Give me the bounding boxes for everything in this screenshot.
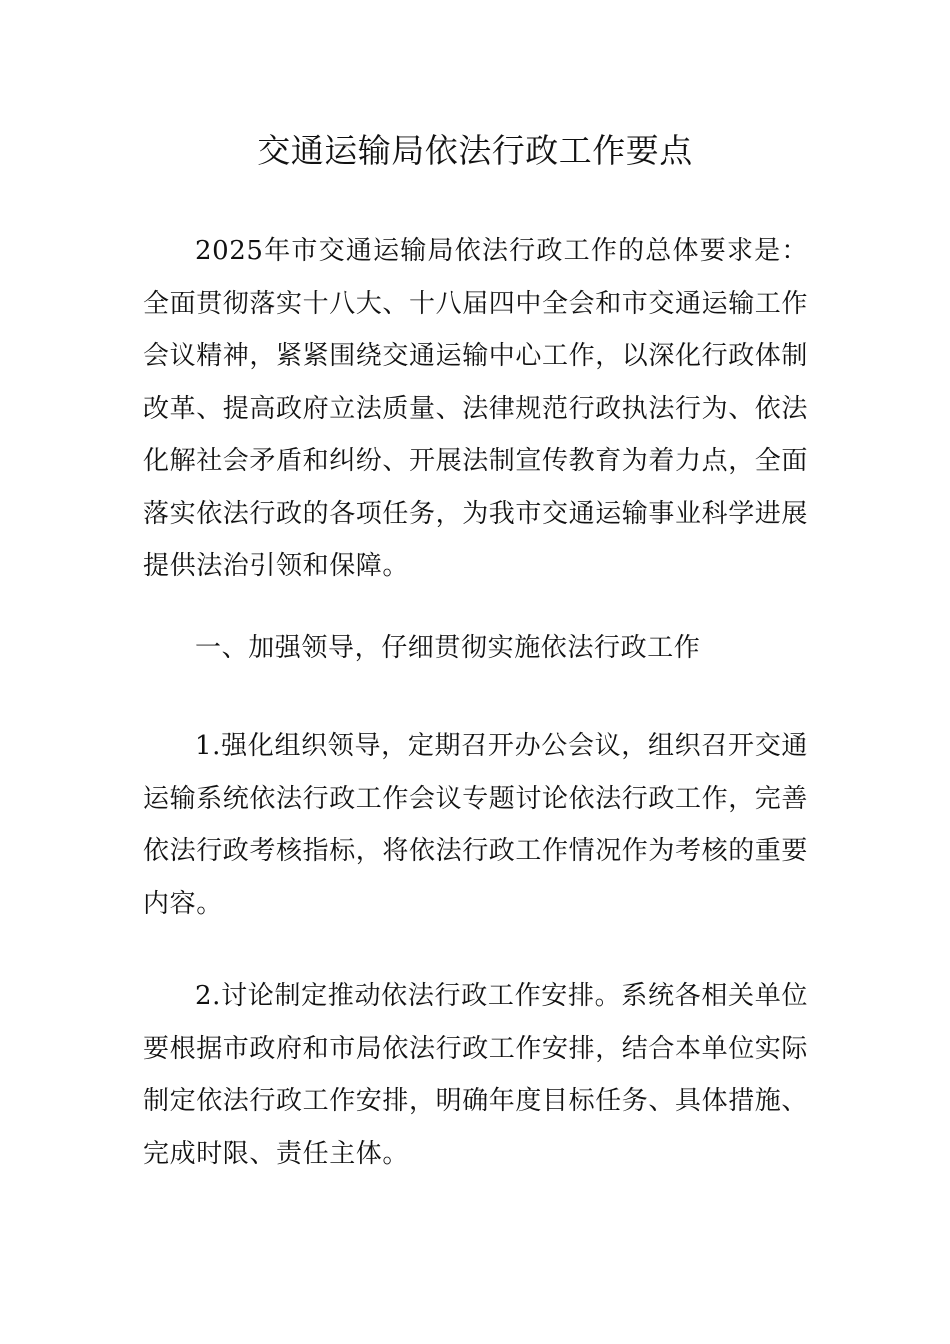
section-heading: 一、加强领导，仔细贯彻实施依法行政工作 xyxy=(195,633,701,663)
document-title: 交通运输局依法行政工作要点 xyxy=(257,131,693,170)
list-item: 2.讨论制定推动依法行政工作安排。系统各相关单位要根据市政府和市局依法行政工作安排，结合本单位实际制定依法行政工作安排，明确年度目标任务、具体措施、完成时限、责任主体。 xyxy=(143,981,809,1169)
intro-paragraph: 2025年市交通运输局依法行政工作的总体要求是：全面贯彻落实十八大、十八届四中全会和市交通运输工作会议精神，紧紧围绕交通运输中心工作，以深化行政体制改革、提高政府立法质量、法律规范行政执法行为、依法化解社会矛盾和纠纷、开展法制宣传教育为着力点，全面落实依法行政的各项任务，为我市交通运输事业科学进展提供法治引领和保障。 xyxy=(143,236,809,581)
list-item: 1.强化组织领导，定期召开办公会议，组织召开交通运输系统依法行政工作会议专题讨论依法行政工作，完善依法行政考核指标，将依法行政工作情况作为考核的重要内容。 xyxy=(143,731,809,919)
